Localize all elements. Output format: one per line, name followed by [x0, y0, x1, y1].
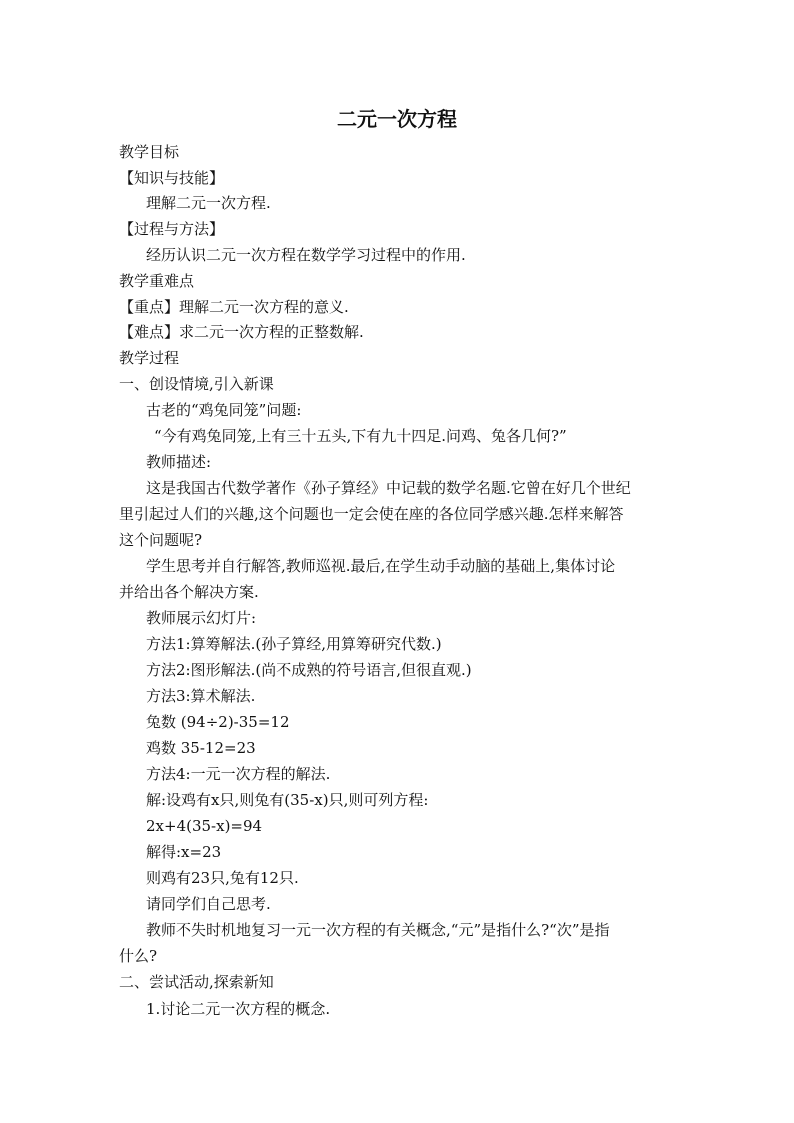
- paragraph-line: 1.讨论二元一次方程的概念.: [146, 1000, 331, 1018]
- paragraph-line: 方法1:算筹解法.(孙子算经,用算筹研究代数.): [146, 635, 442, 653]
- paragraph-line: 2x+4(35-x)=94: [146, 817, 263, 835]
- paragraph-line: 经历认识二元一次方程在数学学习过程中的作用.: [146, 246, 466, 264]
- section-heading: 二、尝试活动,探索新知: [119, 973, 274, 991]
- paragraph-line: 则鸡有23只,兔有12只.: [146, 869, 299, 887]
- paragraph-line: 并给出各个解决方案.: [119, 583, 259, 601]
- paragraph-line: 什么?: [119, 947, 158, 965]
- section-heading: 一、创设情境,引入新课: [119, 375, 274, 393]
- paragraph-line: 古老的“鸡兔同笼”问题:: [146, 401, 302, 419]
- paragraph-line: 请同学们自己思考.: [146, 895, 271, 913]
- paragraph-line: 学生思考并自行解答,教师巡视.最后,在学生动手动脑的基础上,集体讨论: [146, 557, 616, 575]
- quote-line: “今有鸡兔同笼,上有三十五头,下有九十四足.问鸡、兔各几何?”: [154, 427, 567, 445]
- section-heading: 教学过程: [119, 349, 180, 367]
- paragraph-line: 教师描述:: [146, 453, 212, 471]
- paragraph-line: 这个问题呢?: [119, 531, 203, 549]
- paragraph-line: 教师不失时机地复习一元一次方程的有关概念,“元”是指什么?“次”是指: [146, 921, 610, 939]
- paragraph-line: 【难点】求二元一次方程的正整数解.: [119, 323, 364, 341]
- paragraph-line: 方法3:算术解法.: [146, 687, 256, 705]
- paragraph-line: 兔数 (94÷2)-35=12: [146, 713, 290, 731]
- paragraph-line: 教师展示幻灯片:: [146, 609, 257, 627]
- paragraph-line: 方法2:图形解法.(尚不成熟的符号语言,但很直观.): [146, 661, 472, 679]
- page-title: 二元一次方程: [337, 107, 457, 131]
- paragraph-line: 理解二元一次方程.: [146, 194, 271, 212]
- paragraph-line: 鸡数 35-12=23: [146, 739, 256, 757]
- paragraph-line: 这是我国古代数学著作《孙子算经》中记载的数学名题.它曾在好几个世纪: [146, 479, 631, 497]
- paragraph-line: 【重点】理解二元一次方程的意义.: [119, 298, 349, 316]
- subsection-heading: 【知识与技能】: [119, 169, 225, 187]
- subsection-heading: 【过程与方法】: [119, 220, 225, 238]
- paragraph-line: 解得:x=23: [146, 843, 222, 861]
- section-heading: 教学目标: [119, 143, 180, 161]
- paragraph-line: 方法4:一元一次方程的解法.: [146, 765, 331, 783]
- paragraph-line: 里引起过人们的兴趣,这个问题也一定会使在座的各位同学感兴趣.怎样来解答: [119, 505, 624, 523]
- paragraph-line: 解:设鸡有x只,则兔有(35-x)只,则可列方程:: [146, 791, 429, 809]
- section-heading: 教学重难点: [119, 272, 195, 290]
